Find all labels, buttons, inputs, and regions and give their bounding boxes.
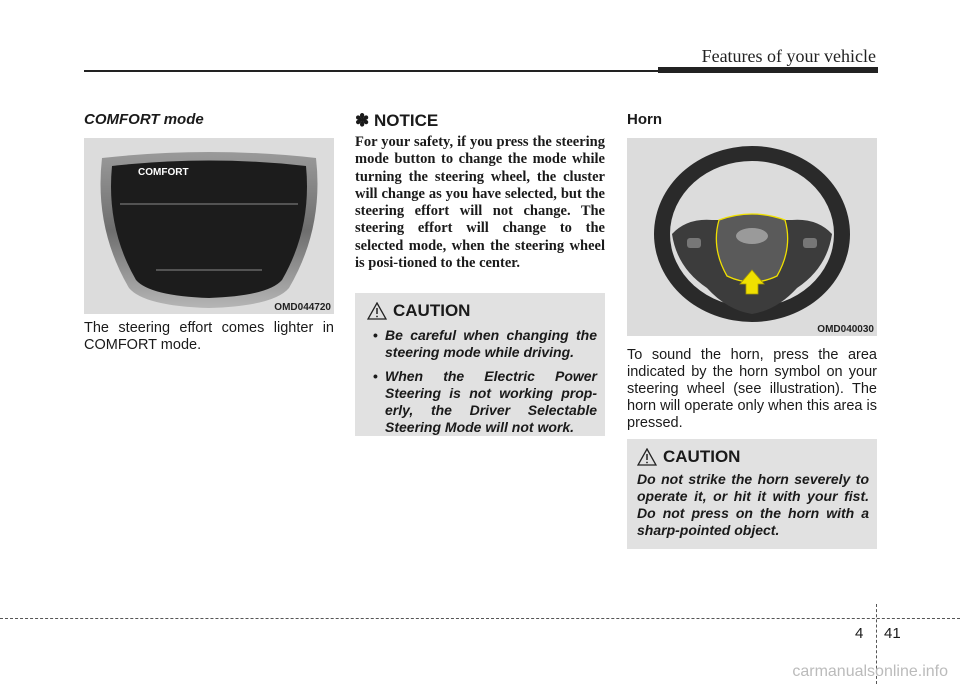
horn-heading: Horn <box>627 111 662 128</box>
comfort-display-illustration <box>84 138 334 314</box>
caution-text: Do not strike the horn severely to operate it, or hit it with your fist. Do not press on the horn with a sharp-pointed object. <box>637 471 869 538</box>
image-code: OMD044720 <box>274 302 331 313</box>
comfort-display-label: COMFORT <box>138 167 189 178</box>
caution-item: • Be careful when changing the steering mode while driving. <box>367 327 597 361</box>
header-rule-accent <box>658 67 878 73</box>
running-header: Features of your vehicle <box>701 46 876 66</box>
caution-header <box>637 447 869 467</box>
steering-wheel-graphic <box>627 138 877 336</box>
warning-triangle-icon <box>637 448 657 466</box>
caution-title: CAUTION <box>393 301 471 320</box>
horn-description: To sound the horn, press the area indicated by the horn symbol on your steering wheel (see illustration). The horn will operate only when this area is pressed. <box>627 347 877 431</box>
image-code: OMD040030 <box>817 324 874 335</box>
notice-body: For your safety, if you press the steering mode button to change the mode while turning the steering wheel, the cluster will change as you have selected, but the steering effort will not change. The steering effort will change to the selected mode, when the steering wheel is posi-tioned to the center. <box>355 134 605 272</box>
caution-header <box>367 301 597 321</box>
caution-box-steering <box>355 293 605 436</box>
caution-list <box>367 327 597 436</box>
notice-heading: ✽ NOTICE <box>355 111 439 130</box>
watermark-text: carmanualsonline.info <box>792 663 948 680</box>
caution-title: CAUTION <box>663 447 741 466</box>
steering-wheel-illustration <box>627 138 877 336</box>
section-number: 4 <box>855 625 864 642</box>
page-number: 41 <box>884 625 901 642</box>
comfort-mode-description: The steering effort comes lighter in COMFORT mode. <box>84 320 334 353</box>
header-rule <box>84 70 660 72</box>
caution-box-horn <box>627 439 877 549</box>
comfort-mode-heading: COMFORT mode <box>84 111 204 128</box>
cluster-display-graphic <box>84 138 334 314</box>
warning-triangle-icon <box>367 302 387 320</box>
caution-item: • When the Electric Power Steering is not working prop-erly, the Driver Selectable Steering Mode will not work. <box>367 368 597 436</box>
footer-rule <box>0 618 960 619</box>
